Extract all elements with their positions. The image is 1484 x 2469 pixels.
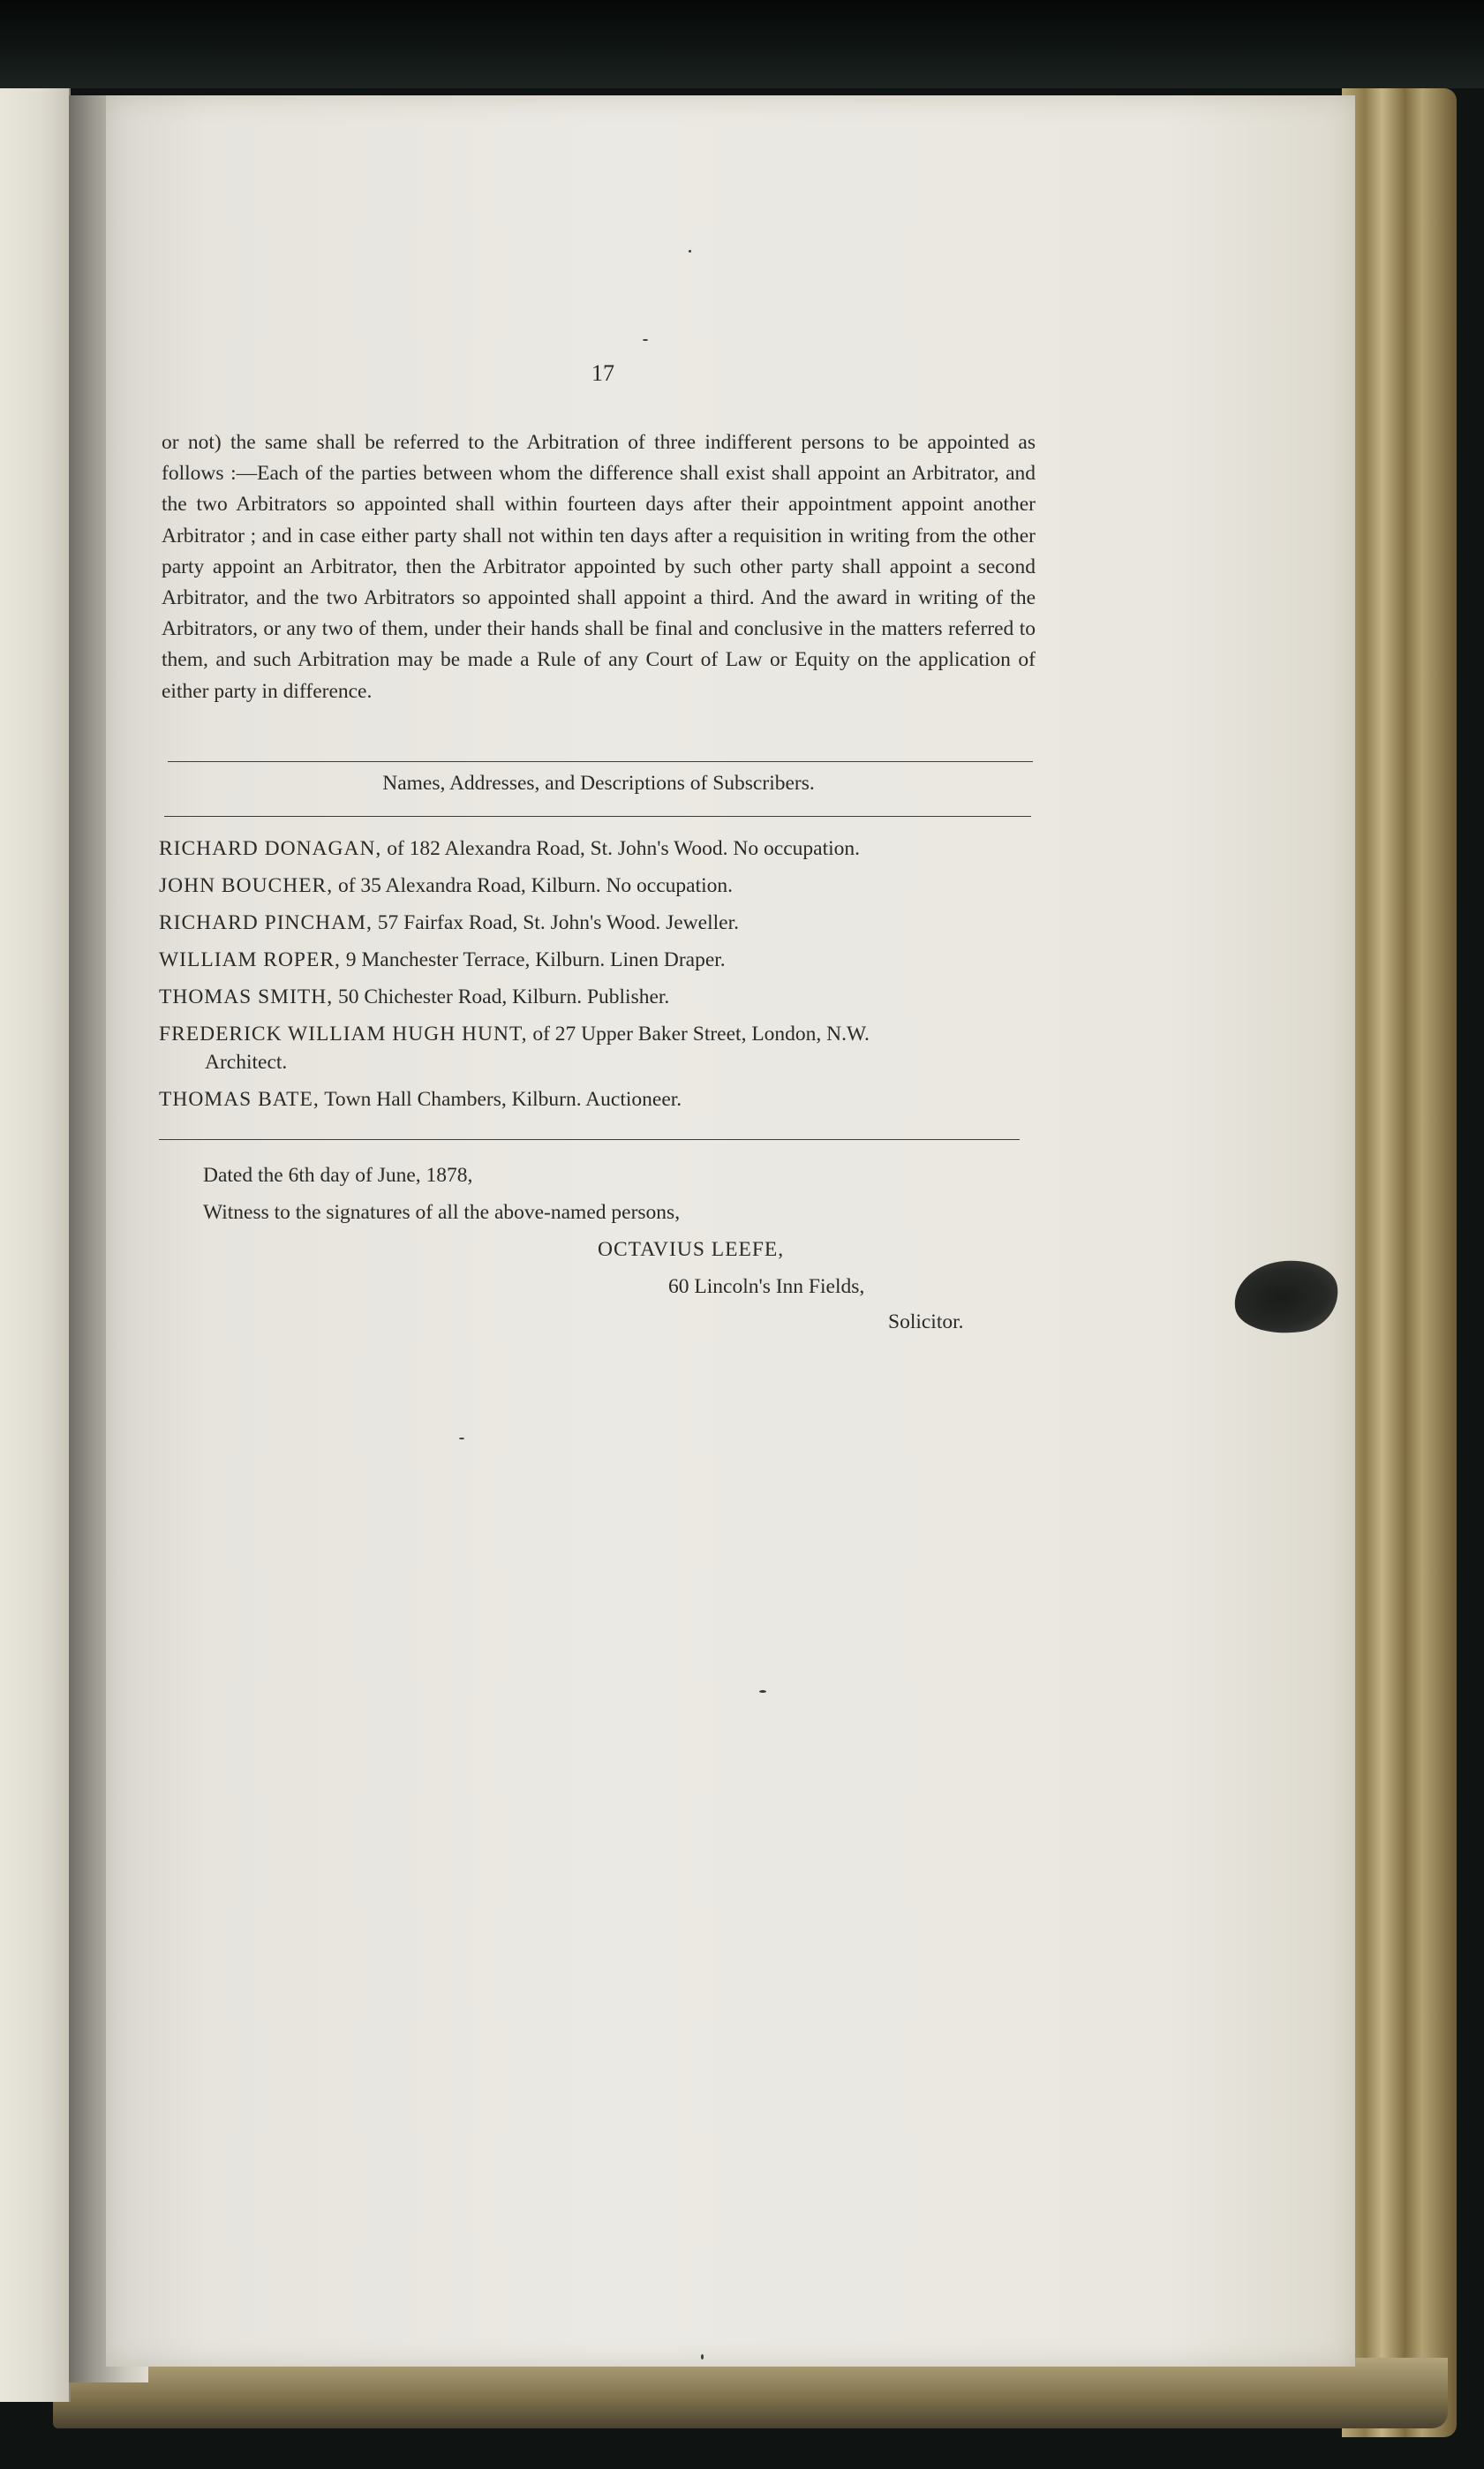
subscriber-details: 50 Chichester Road, Kilburn. Publisher.	[337, 985, 670, 1008]
subscriber-name: THOMAS SMITH,	[159, 985, 334, 1008]
subscriber-entry	[159, 834, 1042, 864]
subscriber-occupation: Architect.	[205, 1051, 288, 1074]
subscriber-entry	[159, 908, 1042, 938]
facing-page-edge	[0, 88, 71, 2402]
witness-role: Solicitor.	[888, 1310, 964, 1333]
witness-line: Witness to the signatures of all the above-named persons,	[203, 1201, 681, 1224]
subscriber-name: THOMAS BATE,	[159, 1088, 320, 1111]
subscriber-name: FREDERICK WILLIAM HUGH HUNT,	[159, 1023, 528, 1046]
book-page-edges	[1342, 88, 1457, 2437]
book-bottom-edge	[53, 2358, 1448, 2428]
subscriber-entry	[159, 982, 1042, 1012]
subscribers-heading: Names, Addresses, and Descriptions of Subscribers.	[382, 772, 815, 795]
arbitration-clause: or not) the same shall be referred to the Arbitration of three indifferent persons to be appointed as follows :—Each of the parties between whom the difference shall exist shall appoint an Arbitrator, and the two Arbitrators so appointed shall within fourteen days after their appointment appoint another Arbitrator ; and in case either party shall not within ten days after a requisition in writing from the other party appoint an Arbitrator, then the Arbitrator appointed by such other party shall appoint a second Arbitrator, and the two Arbitrators so appointed shall appoint a third. And the award in writing of the Arbitrators, or any two of them, under their hands shall be final and conclusive in the matters referred to them, and such Arbitration may be made a Rule of any Court of Law or Equity on the application of either party in difference.	[162, 431, 1036, 703]
subscriber-name: RICHARD PINCHAM,	[159, 911, 373, 934]
subscriber-details: Town Hall Chambers, Kilburn. Auctioneer.	[324, 1088, 682, 1111]
subscriber-name: JOHN BOUCHER,	[159, 874, 334, 897]
paper-speck	[643, 339, 648, 341]
paper-speck	[689, 250, 691, 253]
bottom-rule	[159, 1139, 1020, 1140]
page-number: 17	[591, 360, 614, 386]
dated-line: Dated the 6th day of June, 1878,	[203, 1164, 473, 1187]
subscriber-details: 57 Fairfax Road, St. John's Wood. Jeweller.	[377, 911, 739, 934]
subscribers-list	[159, 834, 1042, 1121]
heading-rule	[164, 816, 1031, 817]
subscriber-entry	[159, 871, 1042, 901]
subscriber-details: 9 Manchester Terrace, Kilburn. Linen Draper.	[345, 948, 726, 971]
witness-address: 60 Lincoln's Inn Fields,	[668, 1275, 865, 1298]
paper-speck	[701, 2354, 704, 2360]
paper-speck	[759, 1690, 766, 1693]
subscriber-details: of 27 Upper Baker Street, London, N.W.	[532, 1023, 870, 1046]
paper-speck	[459, 1438, 464, 1439]
subscriber-name: WILLIAM ROPER,	[159, 948, 341, 971]
subscriber-details: of 182 Alexandra Road, St. John's Wood. No occupation.	[387, 837, 861, 860]
subscriber-name: RICHARD DONAGAN,	[159, 837, 382, 860]
scan-background	[0, 0, 1484, 88]
subscriber-entry	[159, 1019, 1042, 1077]
subscriber-details: of 35 Alexandra Road, Kilburn. No occupation.	[337, 874, 734, 897]
witness-name: OCTAVIUS LEEFE,	[598, 1238, 785, 1261]
subscriber-entry	[159, 945, 1042, 975]
top-rule	[168, 761, 1033, 762]
subscriber-entry	[159, 1084, 1042, 1114]
